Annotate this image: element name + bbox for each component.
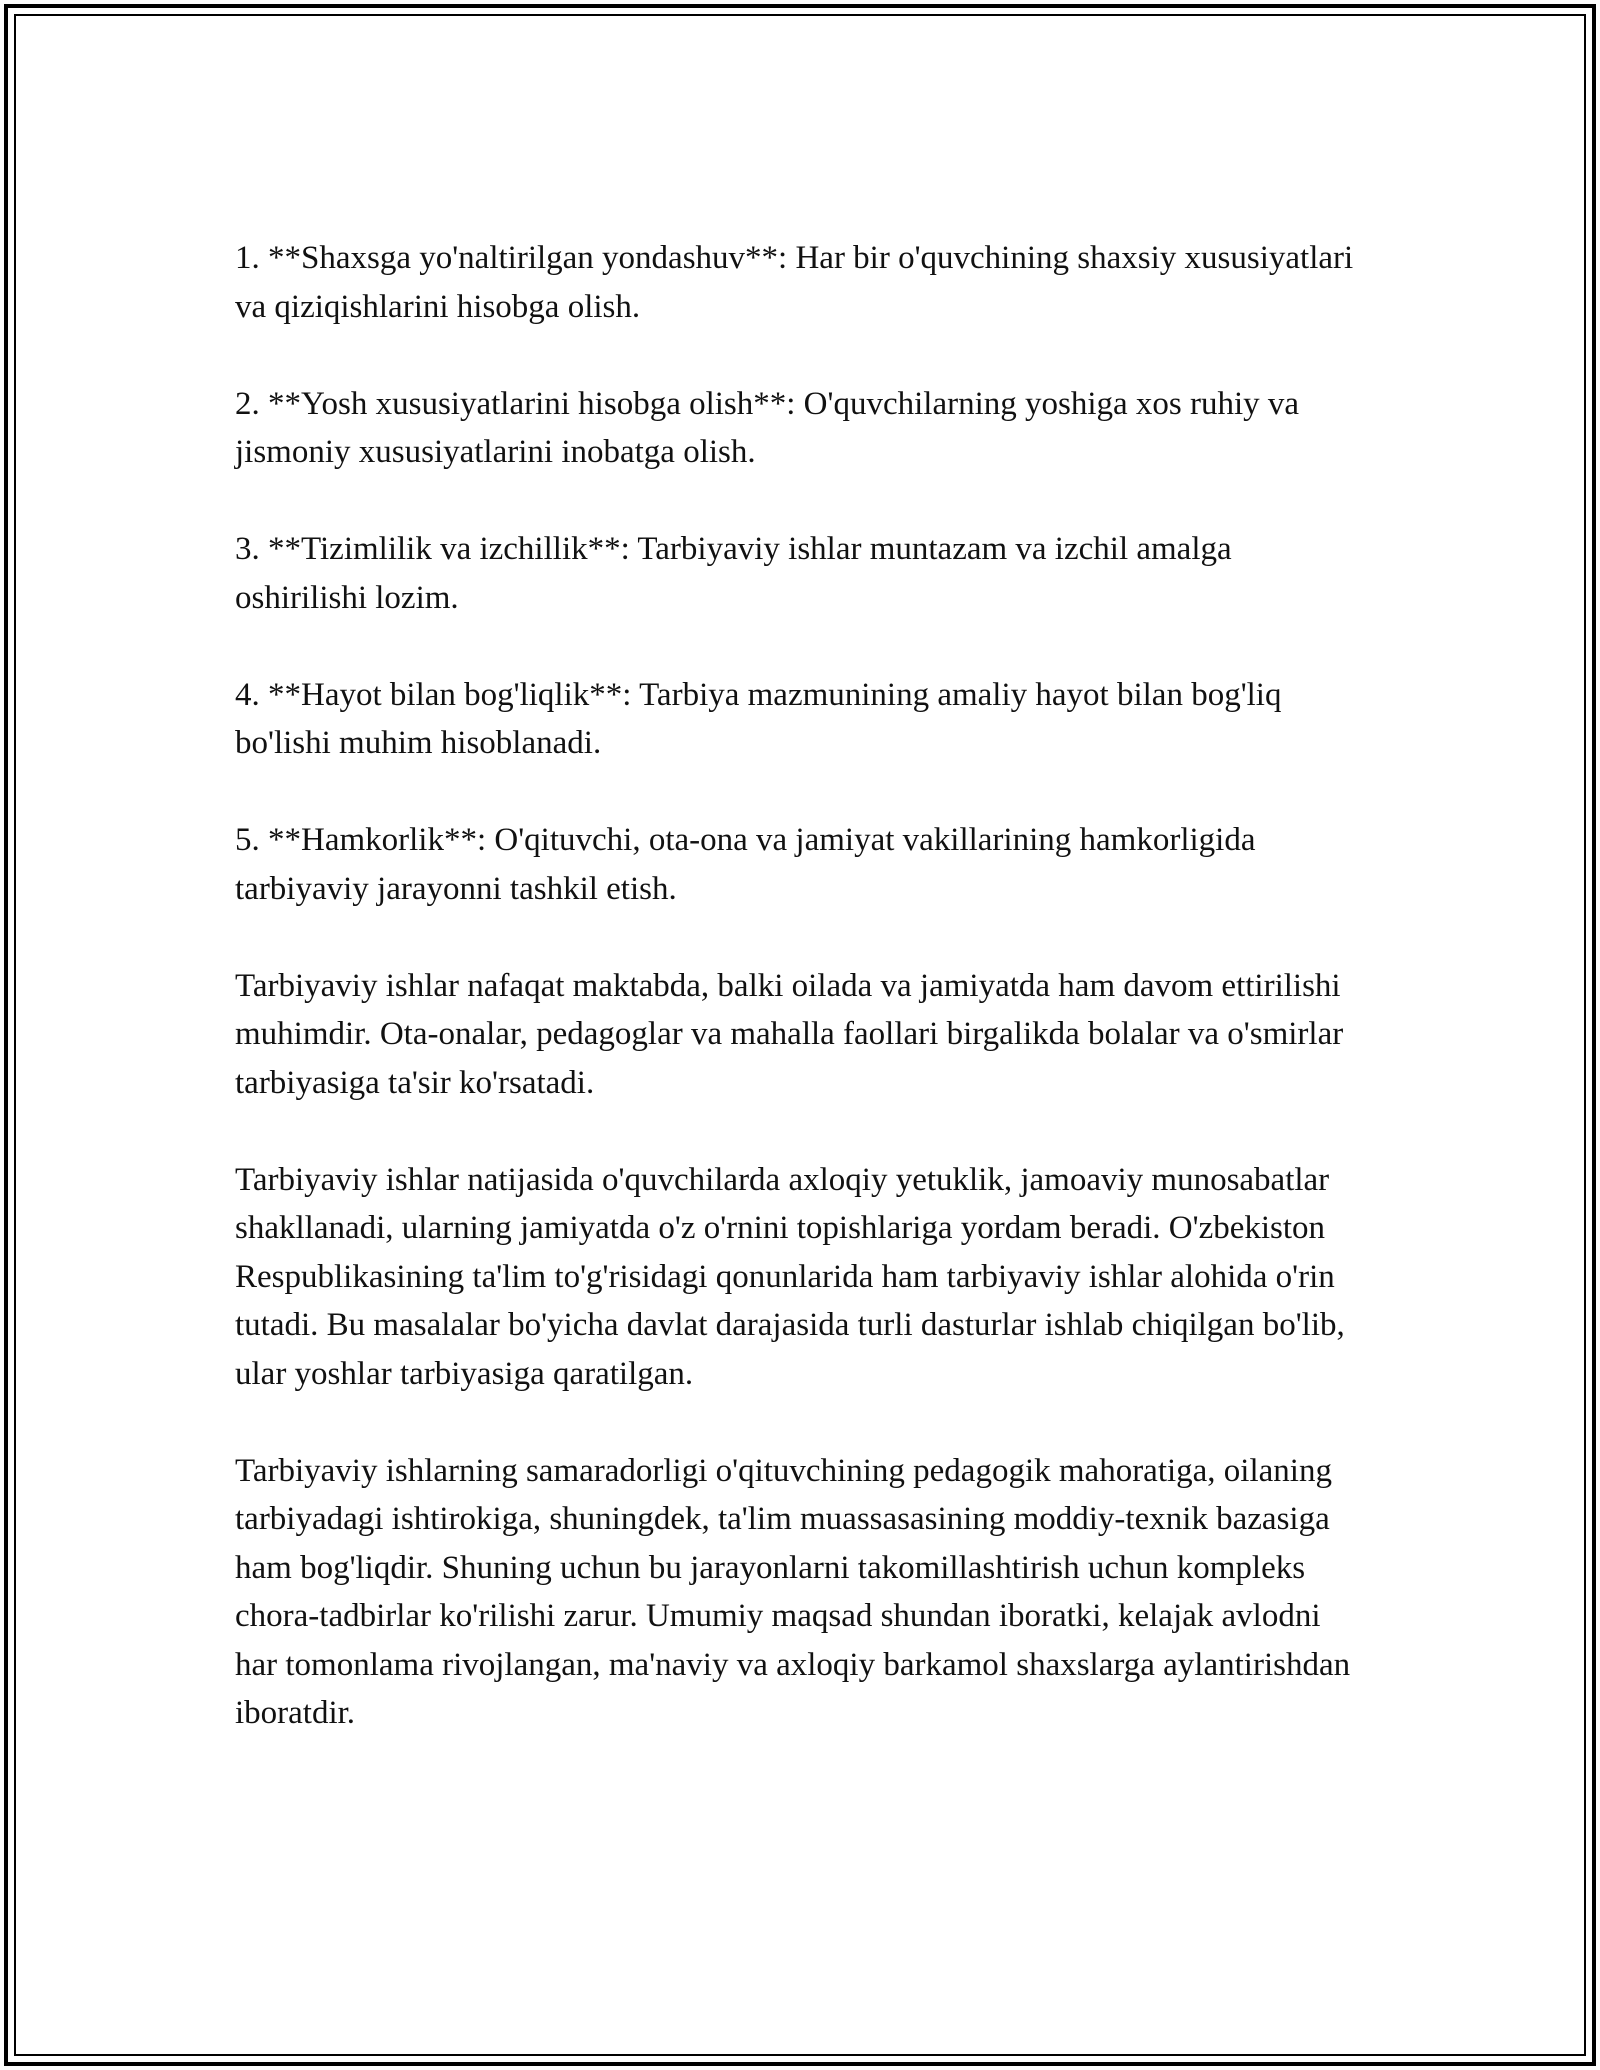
principle-item-4: 4. **Hayot bilan bog'liqlik**: Tarbiya mazmunining amaliy hayot bilan bog'liq bo'lishi muhim hisoblanadi. (235, 676, 1282, 761)
document-body (235, 234, 1365, 1786)
body-paragraph-1: Tarbiyaviy ishlar nafaqat maktabda, balki oilada va jamiyatda ham davom ettirilishi muhimdir. Ota-onalar, pedagoglar va mahalla faollari birgalikda bolalar va o'smirlar tarbiyasiga ta'sir ko'rsatadi. (235, 967, 1344, 1101)
principle-item-3: 3. **Tizimlilik va izchillik**: Tarbiyaviy ishlar muntazam va izchil amalga oshirilishi lozim. (235, 531, 1232, 616)
principle-item-2: 2. **Yosh xususiyatlarini hisobga olish**: O'quvchilarning yoshiga xos ruhiy va jismoniy xususiyatlarini inobatga olish. (235, 385, 1300, 470)
body-paragraph-2: Tarbiyaviy ishlar natijasida o'quvchilarda axloqiy yetuklik, jamoaviy munosabatlar shakllanadi, ularning jamiyatda o'z o'rnini topishlariga yordam beradi. O'zbekiston Respublikasining ta'lim to'g'risidagi qonunlarida ham tarbiyaviy ishlar alohida o'rin tutadi. Bu masalalar bo'yicha davlat darajasida turli dasturlar ishlab chiqilgan bo'lib, ular yoshlar tarbiyasiga qaratilgan. (235, 1161, 1345, 1392)
principle-item-5: 5. **Hamkorlik**: O'qituvchi, ota-ona va jamiyat vakillarining hamkorligida tarbiyaviy jarayonni tashkil etish. (235, 822, 1256, 907)
body-paragraph-3: Tarbiyaviy ishlarning samaradorligi o'qituvchining pedagogik mahoratiga, oilaning tarbiyadagi ishtirokiga, shuningdek, ta'lim muassasasining moddiy-texnik bazasiga ham bog'liqdir. Shuning uchun bu jarayonlarni takomillashtirish uchun kompleks chora-tadbirlar ko'rilishi zarur. Umumiy maqsad shundan iboratki, kelajak avlodni har tomonlama rivojlangan, ma'naviy va axloqiy barkamol shaxslarga aylantirishdan iboratdir. (235, 1452, 1351, 1731)
principle-item-1: 1. **Shaxsga yo'naltirilgan yondashuv**: Har bir o'quvchining shaxsiy xususiyatlari va qiziqishlarini hisobga olish. (235, 240, 1354, 325)
